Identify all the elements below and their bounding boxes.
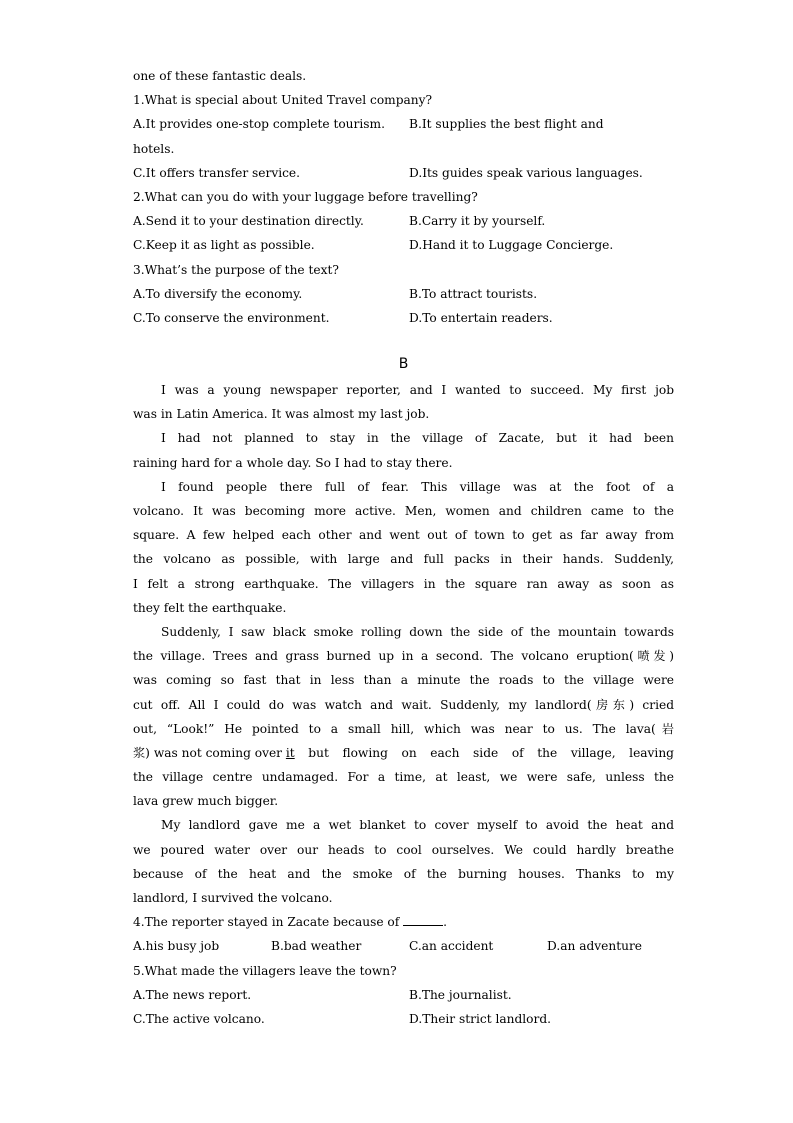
passage-line-with-underline <box>133 741 674 765</box>
q4-option-a: A.his busy job <box>133 939 220 954</box>
passage-paragraph-1 <box>133 378 674 426</box>
passage-line: cut off. All I could do was watch and wait. Suddenly, my landlord(房东) cried <box>133 697 674 712</box>
line-post: but flowing on each side of the village, leaving <box>294 745 674 760</box>
q3-option-a: A.To diversify the economy. <box>133 286 303 301</box>
q2-option-b: B.Carry it by yourself. <box>409 214 546 229</box>
question-3-options-ab <box>133 282 674 306</box>
line-pre: 浆) was not coming over <box>133 745 286 760</box>
passage-paragraph-2 <box>133 426 674 474</box>
q3-option-c: C.To conserve the environment. <box>133 310 330 325</box>
q1-option-a: A.It provides one-stop complete tourism. <box>133 117 385 132</box>
q4-option-b: B.bad weather <box>271 939 362 954</box>
question-5-options-cd <box>133 1007 674 1031</box>
document-page <box>133 64 674 1031</box>
passage-line: the village centre undamaged. For a time, at least, we were safe, unless the <box>133 770 674 785</box>
question-2-options-ab <box>133 209 674 233</box>
q4-option-c: C.an accident <box>409 939 494 954</box>
passage-line: the village. Trees and grass burned up in a second. The volcano eruption(喷发) <box>133 649 674 664</box>
passage-line: I found people there full of fear. This village was at the foot of a <box>161 479 674 494</box>
q3-option-d: D.To entertain readers. <box>409 310 553 325</box>
passage-line: I felt a strong earthquake. The villagers in the square ran away as soon as <box>133 576 674 591</box>
q5-option-d: D.Their strict landlord. <box>409 1011 552 1026</box>
question-4-stem <box>133 910 674 934</box>
q1-option-b: B.It supplies the best flight and <box>409 117 604 132</box>
q1-option-d: D.Its guides speak various languages. <box>409 165 643 180</box>
passage-paragraph-5 <box>133 813 674 910</box>
passage-line: landlord, I survived the volcano. <box>133 891 333 905</box>
passage-line: they felt the earthquake. <box>133 600 287 615</box>
q3-option-b: B.To attract tourists. <box>409 286 538 301</box>
underlined-word: it <box>285 745 295 760</box>
question-1-options-cd <box>133 161 674 185</box>
passage-line: because of the heat and the smoke of the burning houses. Thanks to my <box>133 866 674 881</box>
q2-option-d: D.Hand it to Luggage Concierge. <box>409 238 614 253</box>
passage-line: was coming so fast that in less than a minute the roads to the village were <box>133 673 674 688</box>
q2-option-c: C.Keep it as light as possible. <box>133 238 315 253</box>
passage-line: I had not planned to stay in the village of Zacate, but it had been <box>161 431 674 446</box>
question-4-options <box>133 934 674 958</box>
q5-option-a: A.The news report. <box>133 987 252 1002</box>
passage-line: Suddenly, I saw black smoke rolling down the side of the mountain towards <box>161 624 674 639</box>
passage-paragraph-4 <box>133 620 674 814</box>
intro-tail: one of these fantastic deals. <box>133 69 307 83</box>
question-1-stem: 1.What is special about United Travel company? <box>133 93 433 108</box>
q5-option-b: B.The journalist. <box>409 987 512 1002</box>
passage-line: was in Latin America. It was almost my last job. <box>133 407 430 422</box>
question-2-options-cd <box>133 233 674 257</box>
q4-option-d: D.an adventure <box>547 939 643 954</box>
question-5-stem: 5.What made the villagers leave the town? <box>133 963 397 978</box>
question-3-stem: 3.What’s the purpose of the text? <box>133 262 339 277</box>
passage-line: out, “Look!” He pointed to a small hill, which was near to us. The lava(岩 <box>133 721 674 736</box>
question-1-options-ab <box>133 112 674 136</box>
question-2-stem: 2.What can you do with your luggage before travelling? <box>133 189 478 204</box>
q2-option-a: A.Send it to your destination directly. <box>133 214 364 229</box>
passage-line: square. A few helped each other and went out of town to get as far away from <box>133 528 674 543</box>
passage-paragraph-3 <box>133 475 674 620</box>
passage-line: lava grew much bigger. <box>133 794 279 809</box>
passage-line: we poured water over our heads to cool ourselves. We could hardly breathe <box>133 842 674 857</box>
passage-line: I was a young newspaper reporter, and I wanted to succeed. My first job <box>161 383 674 398</box>
passage-line: My landlord gave me a wet blanket to cover myself to avoid the heat and <box>161 818 674 833</box>
passage-line: volcano. It was becoming more active. Men, women and children came to the <box>133 504 674 518</box>
question-3-options-cd <box>133 306 674 330</box>
q4-stem-text: 4.The reporter stayed in Zacate because of <box>133 915 404 930</box>
q1-option-b-continued: hotels. <box>133 141 175 156</box>
q1-option-c: C.It offers transfer service. <box>133 165 301 180</box>
question-5-options-ab <box>133 983 674 1007</box>
passage-line: raining hard for a whole day. So I had to stay there. <box>133 455 453 470</box>
section-b-title: B <box>398 356 409 373</box>
q4-stem-end: . <box>443 915 448 930</box>
answer-blank <box>403 913 443 926</box>
passage-line: the volcano as possible, with large and full packs in their hands. Suddenly, <box>133 552 674 567</box>
q5-option-c: C.The active volcano. <box>133 1011 265 1026</box>
